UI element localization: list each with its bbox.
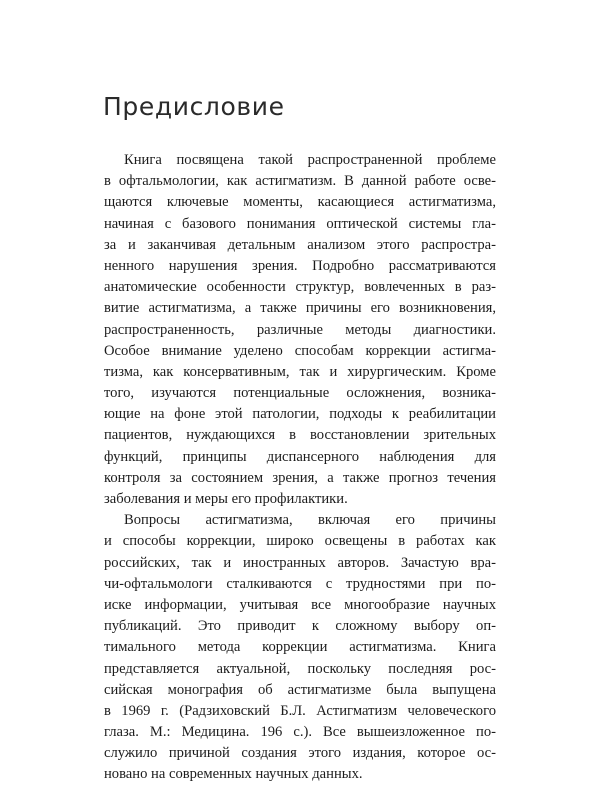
text-line: в 1969 г. (Радзиховский Б.Л. Астигматизм человеческого <box>104 702 496 719</box>
text-line: заболевания и меры его профилактики. <box>104 491 348 507</box>
text-line: ненного нарушения зрения. Подробно рассматриваются <box>104 257 496 274</box>
text-line: контроля за состоянием зрения, а также прогноз течения <box>104 469 496 486</box>
body-text <box>104 150 496 786</box>
text-line: пациентов, нуждающихся в восстановлении зрительных <box>104 427 496 444</box>
text-line: российских, так и иностранных авторов. Зачастую вра- <box>104 554 496 571</box>
text-line: в офтальмологии, как астигматизм. В данной работе осве- <box>104 173 496 190</box>
paragraph-2 <box>104 510 496 785</box>
paragraph-1 <box>104 150 496 510</box>
text-line: щаются ключевые моменты, касающиеся астигматизма, <box>104 194 496 211</box>
text-line: начиная с базового понимания оптической системы гла- <box>104 215 496 232</box>
text-line: сийская монография об астигматизме была выпущена <box>104 681 496 698</box>
text-line: анатомические особенности структур, вовлеченных в раз- <box>104 279 496 296</box>
text-line: Книга посвящена такой распространенной проблеме <box>124 152 496 168</box>
text-line: иске информации, учитывая все многообразие научных <box>104 596 496 613</box>
text-line: ющие на фоне этой патологии, подходы к реабилитации <box>104 406 496 423</box>
text-line: служило причиной создания этого издания, которое ос- <box>104 745 496 762</box>
text-line: чи-офтальмологи сталкиваются с трудностями при по- <box>104 575 496 592</box>
text-line: глаза. М.: Медицина. 196 с.). Все вышеизложенное по- <box>104 724 496 741</box>
text-line: распространенность, различные методы диагностики. <box>104 321 496 338</box>
text-line: того, изучаются потенциальные осложнения, возника- <box>104 385 496 402</box>
text-line: и способы коррекции, широко освещены в работах как <box>104 533 496 550</box>
page-title: Предисловие <box>103 92 285 121</box>
text-line: тимального метода коррекции астигматизма. Книга <box>104 639 496 656</box>
text-line: витие астигматизма, а также причины его возникновения, <box>104 300 496 317</box>
text-line: тизма, как консервативным, так и хирургическим. Кроме <box>104 363 496 380</box>
text-line: Особое внимание уделено способам коррекции астигма- <box>104 342 496 359</box>
text-line: публикаций. Это приводит к сложному выбору оп- <box>104 618 496 635</box>
text-line: представляется актуальной, поскольку последняя рос- <box>104 660 496 677</box>
text-line: новано на современных научных данных. <box>104 766 363 783</box>
text-line: за и заканчивая детальным анализом этого распростра- <box>104 236 496 253</box>
text-line: Вопросы астигматизма, включая его причины <box>124 512 496 529</box>
text-line: функций, принципы диспансерного наблюдения для <box>104 448 496 465</box>
